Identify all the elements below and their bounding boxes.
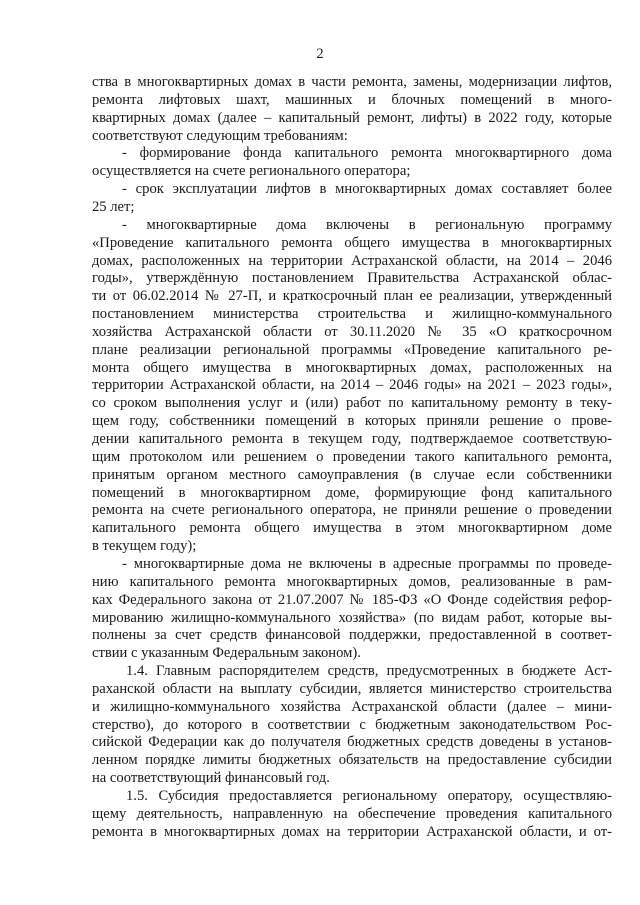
text-line: ремонта лифтовых шахт, машинных и блочных помещений в много- bbox=[92, 91, 612, 108]
text-line: ках Федерального закона от 21.07.2007 № 185-ФЗ «О Фонде содействия рефор- bbox=[92, 591, 612, 608]
text-line: - многоквартирные дома включены в региональную программу bbox=[122, 216, 612, 233]
text-line: плане реализации региональной программы «Проведение капитального ре- bbox=[92, 341, 612, 358]
text-line: ствии с указанным Федеральным законом). bbox=[92, 645, 361, 662]
text-line: на соответствующий финансовый год. bbox=[92, 770, 330, 787]
text-line: со сроком выполнения услуг и (или) работ по капитальному ремонту в теку- bbox=[92, 395, 612, 412]
text-line: ремонта в многоквартирных домах на территории Астраханской области, и от- bbox=[92, 823, 612, 840]
text-line: годы», утверждённую постановлением Правительства Астраханской облас- bbox=[92, 270, 612, 287]
text-line: щему деятельность, направленную на обеспечение проведения капитального bbox=[92, 805, 612, 822]
text-line: помещений в многоквартирном доме, формирующие фонд капитального bbox=[92, 484, 612, 501]
text-line: принятым органом местного самоуправления (в случае если собственники bbox=[92, 466, 612, 483]
text-line: и жилищно-коммунального хозяйства Астраханской области (далее – мини- bbox=[92, 698, 612, 715]
text-line: постановлением министерства строительства и жилищно-коммунального bbox=[92, 306, 612, 323]
text-line: - многоквартирные дома не включены в адресные программы по проведе- bbox=[122, 555, 612, 572]
text-line: 1.4. Главным распорядителем средств, предусмотренных в бюджете Аст- bbox=[126, 663, 612, 680]
text-line: стерство), до которого в соответствии с бюджетным законодательством Рос- bbox=[92, 716, 612, 733]
text-line: ремонта на счете регионального оператора, не приняли решение о проведении bbox=[92, 502, 612, 519]
text-line: капитального ремонта общего имущества в этом многоквартирном доме bbox=[92, 520, 612, 537]
text-line: осуществляется на счете регионального оператора; bbox=[92, 163, 411, 180]
text-line: дении капитального ремонта в текущем году, подтверждаемое соответствую- bbox=[92, 431, 612, 447]
text-line: ства в многоквартирных домах в части ремонта, замены, модернизации лифтов, bbox=[92, 74, 612, 90]
text-line: территории Астраханской области, на 2014 – 2046 годы» на 2021 – 2023 годы», bbox=[92, 377, 612, 394]
text-line: - срок эксплуатации лифтов в многоквартирных домах составляет более bbox=[122, 181, 612, 198]
text-line: соответствуют следующим требованиям: bbox=[92, 127, 348, 144]
text-line: полнены за счет средств финансовой поддержки, предоставленной в соответ- bbox=[92, 627, 612, 644]
text-line: 25 лет; bbox=[92, 198, 135, 215]
text-line: квартирных домах (далее – капитальный ремонт, лифты) в 2022 году, которые bbox=[92, 109, 612, 126]
text-line: монта общего имущества в многоквартирных домах, расположенных на bbox=[92, 359, 612, 376]
text-line: «Проведение капитального ремонта общего имущества в многоквартирных bbox=[92, 234, 612, 251]
text-line: домах, расположенных на территории Астраханской области, на 2014 – 2046 bbox=[92, 252, 612, 269]
text-line: 1.5. Субсидия предоставляется региональному оператору, осуществляю- bbox=[126, 788, 612, 804]
text-line: щим протоколом или решением о проведении такого капитального ремонта, bbox=[92, 448, 612, 465]
text-line: сийской Федерации как до получателя бюджетных средств доведены в установ- bbox=[92, 734, 612, 751]
text-line: щем году, собственники помещений в которых приняли решение о прове- bbox=[92, 413, 612, 430]
text-line: мированию жилищно-коммунального хозяйства» (по видам работ, которые вы- bbox=[92, 609, 612, 626]
text-line: ти от 06.02.2014 № 27-П, и краткосрочный план ее реализации, утвержденный bbox=[92, 288, 612, 305]
text-line: раханской области на выплату субсидии, является министерство строительства bbox=[92, 680, 612, 697]
text-line: - формирование фонда капитального ремонта многоквартирного дома bbox=[122, 145, 612, 162]
text-line: ленном порядке лимиты бюджетных обязательств на предоставление субсидии bbox=[92, 752, 612, 769]
text-line: в текущем году); bbox=[92, 538, 197, 555]
text-line: нию капитального ремонта многоквартирных домов, реализованные в рам- bbox=[92, 573, 612, 590]
text-line: хозяйства Астраханской области от 30.11.2020 № 35 «О краткосрочном bbox=[92, 323, 612, 340]
page-number: 2 bbox=[316, 46, 324, 62]
